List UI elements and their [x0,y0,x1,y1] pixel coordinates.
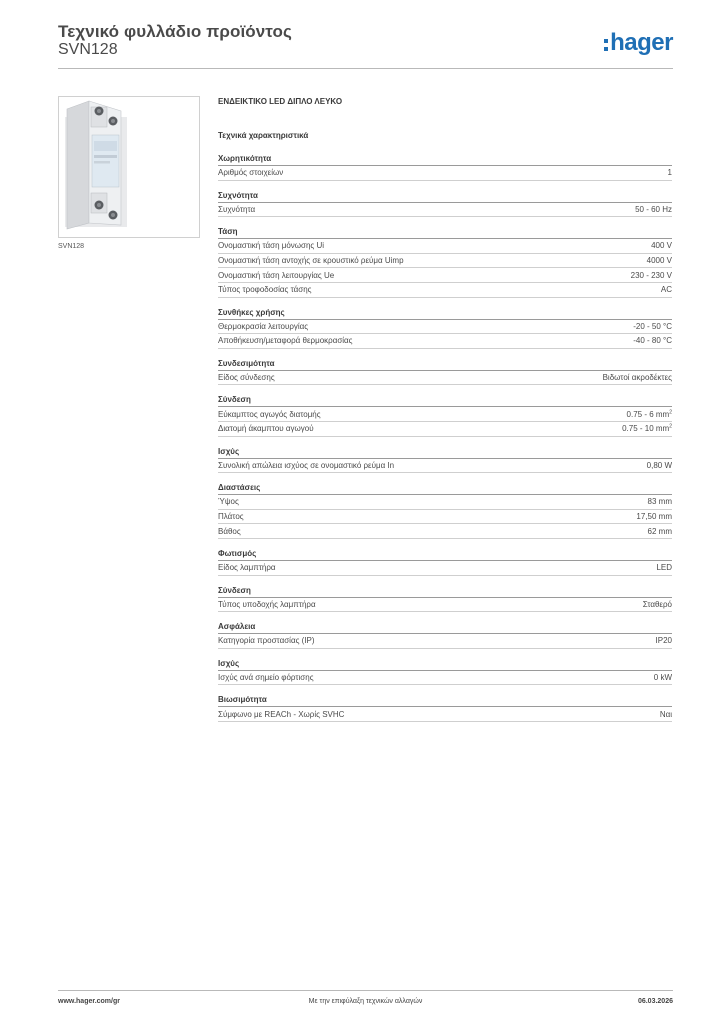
spec-value [633,322,672,331]
spec-group-title: Χωρητικότητα [218,151,672,166]
spec-group-title: Σύνδεση [218,583,672,598]
spec-value [647,256,672,265]
spec-label: Ύψος [218,497,239,507]
spec-group [218,151,672,181]
spec-row [218,707,672,722]
spec-group-title: Συχνότητα [218,188,672,203]
spec-row [218,320,672,335]
spec-label: Αριθμός στοιχείων [218,168,284,178]
spec-value [660,710,672,719]
product-name: ΕΝΔΕΙΚΤΙΚΟ LED ΔΙΠΛΟ ΛΕΥΚΟ [218,97,343,106]
spec-row [218,634,672,649]
spec-value-text: 0.75 - 6 mm [626,409,670,419]
spec-group [218,619,672,649]
spec-value-text: 50 - 60 Hz [635,204,672,214]
spec-label: Είδος λαμπτήρα [218,563,276,573]
spec-value-superscript: 2 [669,423,672,430]
footer-divider [58,990,673,991]
spec-value [648,497,672,506]
spec-value [622,424,672,433]
spec-group [218,188,672,218]
spec-row [218,283,672,298]
spec-group [218,224,672,297]
spec-value [635,205,672,214]
spec-label: Θερμοκρασία λειτουργίας [218,321,309,331]
spec-row [218,524,672,539]
spec-value-text: -40 - 80 °C [633,336,672,346]
spec-label: Ισχύς ανά σημείο φόρτισης [218,672,314,682]
spec-group-title: Σύνδεση [218,392,672,407]
spec-value [654,673,672,682]
spec-row [218,459,672,474]
spec-value-text: 1 [667,168,672,178]
spec-value-text: 17,50 mm [636,512,672,522]
spec-label: Πλάτος [218,512,244,522]
spec-label: Σύμφωνο με REACh - Χωρίς SVHC [218,709,345,719]
spec-label: Τύπος υποδοχής λαμπτήρα [218,599,316,609]
spec-row [218,422,672,437]
spec-value-text: 83 mm [647,497,672,507]
spec-group-title: Συνδεσιμότητα [218,356,672,371]
product-illustration [59,97,199,237]
spec-section-title: Τεχνικά χαρακτηριστικά [218,131,309,140]
spec-value [627,410,672,419]
spec-row [218,203,672,218]
spec-label: Ονομαστική τάση μόνωσης Ui [218,241,325,251]
spec-group [218,305,672,349]
spec-value-superscript: 2 [669,408,672,415]
logo-text: hager [610,29,673,56]
spec-group-title: Ασφάλεια [218,619,672,634]
spec-row [218,239,672,254]
spec-group-title: Ισχύς [218,444,672,459]
footer-notice: Με την επιφύλαξη τεχνικών αλλαγών [308,998,423,1005]
product-image [58,96,200,238]
spec-group [218,692,672,722]
spec-content [218,96,672,729]
spec-row [218,510,672,525]
spec-label: Τύπος τροφοδοσίας τάσης [218,285,312,295]
spec-group [218,480,672,539]
spec-value-text: IP20 [655,636,672,646]
footer-date: 06.03.2026 [637,998,673,1005]
spec-row [218,254,672,269]
spec-value [643,600,672,609]
header-divider [58,68,673,69]
spec-value-text: 4000 V [646,256,672,266]
spec-value [656,563,672,572]
spec-value [648,527,672,536]
spec-value-text: LED [656,563,672,573]
spec-group [218,546,672,576]
spec-group-title: Διαστάσεις [218,480,672,495]
spec-group-title: Φωτισμός [218,546,672,561]
image-caption: SVN128 [58,243,85,250]
spec-value-text: 0 kW [653,672,672,682]
document-title: Τεχνικό φυλλάδιο προϊόντος [58,22,292,41]
spec-group [218,444,672,474]
spec-row [218,561,672,576]
spec-label: Διατομή άκαμπτου αγωγού [218,424,314,434]
spec-row [218,495,672,510]
spec-groups [218,151,672,722]
spec-label: Ονομαστική τάση αντοχής σε κρουστικό ρεύμα Uimp [218,256,404,266]
spec-label: Κατηγορία προστασίας (IP) [218,636,315,646]
spec-value-text: 400 V [651,241,672,251]
footer-website-link[interactable]: www.hager.com/gr [58,998,120,1005]
spec-value-text: -20 - 50 °C [633,321,672,331]
spec-value [661,285,672,294]
spec-group [218,392,672,436]
spec-group-title: Βιωσιμότητα [218,692,672,707]
spec-value-text: 0,80 W [646,460,672,470]
spec-group [218,583,672,613]
spec-label: Βάθος [218,526,241,536]
spec-value [603,373,672,382]
spec-label: Είδος σύνδεσης [218,373,275,383]
spec-row [218,166,672,181]
spec-value [633,336,672,345]
spec-value [651,241,672,250]
spec-value [668,168,672,177]
spec-row [218,598,672,613]
spec-group-title: Ισχύς [218,656,672,671]
spec-value [647,461,672,470]
spec-value-text: Ναι [659,709,672,719]
spec-group-title: Συνθήκες χρήσης [218,305,672,320]
spec-group-title: Τάση [218,224,672,239]
spec-value-text: 62 mm [647,526,672,536]
spec-value [636,512,672,521]
spec-value-text: 230 - 230 V [630,270,672,280]
spec-value [631,271,672,280]
spec-label: Ονομαστική τάση λειτουργίας Ue [218,270,335,280]
document-subtitle: SVN128 [58,41,118,58]
spec-label: Εύκαμπτος αγωγός διατομής [218,409,321,419]
page-footer [58,998,673,1010]
spec-value-text: 0.75 - 10 mm [622,424,670,434]
spec-value-text: AC [660,285,672,295]
spec-value-text: Σταθερό [642,599,672,609]
spec-value [656,636,672,645]
spec-row [218,671,672,686]
hager-logo [604,28,673,58]
spec-group [218,656,672,686]
spec-row [218,268,672,283]
spec-row [218,407,672,422]
spec-row [218,334,672,349]
spec-value-text: Βιδωτοί ακροδέκτες [602,373,672,383]
logo-dots-icon [604,39,608,51]
spec-label: Συνολική απώλεια ισχύος σε ονομαστικό ρεύμα In [218,460,395,470]
spec-label: Συχνότητα [218,204,256,214]
spec-group [218,356,672,386]
spec-label: Αποθήκευση/μεταφορά θερμοκρασίας [218,336,353,346]
page-header [58,20,673,70]
spec-row [218,371,672,386]
